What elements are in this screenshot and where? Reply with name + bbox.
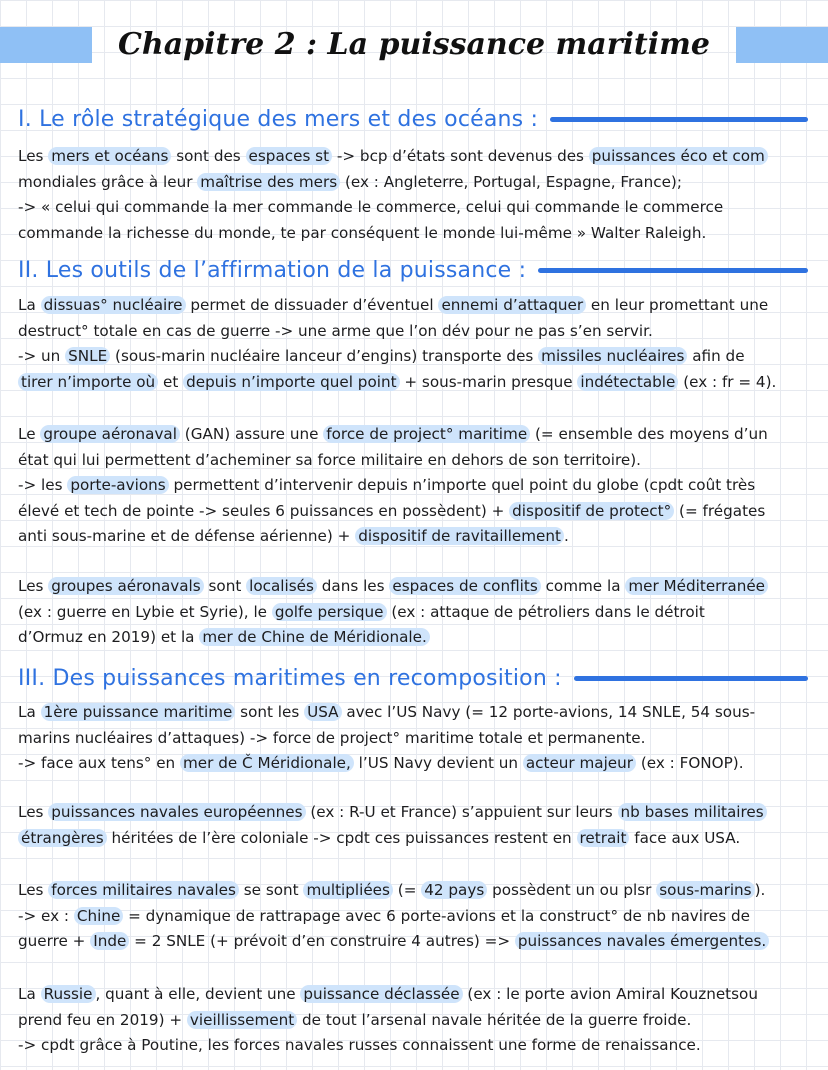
- highlighted-term: Russie: [41, 985, 96, 1003]
- text-line: [18, 319, 810, 345]
- text-segment: afin de: [687, 347, 745, 365]
- text-segment: (ex : attaque de pétroliers dans le détroit: [386, 602, 705, 621]
- highlighted-term: retrait: [577, 829, 630, 847]
- highlighted-term: depuis n’importe quel point: [183, 373, 399, 391]
- text-line: [18, 929, 810, 955]
- text-line: [18, 524, 810, 550]
- section-1-rule: [550, 117, 808, 122]
- text-segment: -> bcp d’états sont devenus des: [332, 147, 589, 165]
- text-segment: Les: [18, 881, 49, 899]
- highlighted-term: force de project° maritime: [323, 425, 530, 443]
- text-segment: prend feu en 2019) +: [18, 1010, 187, 1029]
- text-line: [18, 170, 810, 196]
- text-segment: (=: [392, 881, 422, 899]
- text-segment: Les: [18, 803, 49, 821]
- text-segment: (ex : R-U et France) s’appuient sur leurs: [305, 803, 618, 821]
- text-segment: commande la richesse du monde, te par conséquent le monde lui-même » Walter Raleigh.: [18, 223, 707, 242]
- text-segment: dans les: [316, 577, 390, 595]
- highlighted-term: missiles nucléaires: [538, 347, 687, 365]
- text-segment: -> face aux tens° en: [18, 754, 181, 772]
- text-segment: l’US Navy devient un: [353, 754, 523, 772]
- section-3-rule: [574, 676, 808, 681]
- section-3-title: III. Des puissances maritimes en recomposition :: [18, 665, 562, 691]
- text-segment: La: [18, 985, 41, 1003]
- highlighted-term: localisés: [246, 577, 317, 595]
- section-1-title: I. Le rôle stratégique des mers et des océans :: [18, 106, 539, 132]
- section-2-rule: [538, 268, 808, 273]
- text-segment: -> les: [18, 476, 68, 494]
- section-2-title: II. Les outils de l’affirmation de la puissance :: [18, 257, 527, 283]
- highlighted-term: dispositif de protect°: [509, 502, 674, 520]
- text-line: [18, 574, 810, 600]
- highlighted-term: Chine: [74, 907, 123, 925]
- paragraph: [18, 293, 810, 395]
- title-highlight-right: [736, 27, 828, 63]
- highlighted-term: étrangères: [18, 829, 107, 847]
- text-line: [18, 1033, 810, 1059]
- text-segment: (ex : Angleterre, Portugal, Espagne, France);: [340, 172, 682, 191]
- text-line: [18, 625, 810, 651]
- paragraph: [18, 700, 810, 777]
- text-line: [18, 1008, 810, 1034]
- highlighted-term: puissance déclassée: [300, 985, 462, 1003]
- text-segment: face aux USA.: [629, 828, 741, 847]
- text-line: [18, 826, 810, 852]
- highlighted-term: 1ère puissance maritime: [41, 703, 236, 721]
- text-line: [18, 293, 810, 319]
- text-segment: permet de dissuader d’éventuel: [185, 296, 439, 314]
- highlighted-term: dispositif de ravitaillement: [355, 527, 564, 545]
- paragraph: [18, 422, 810, 550]
- text-segment: de tout l’arsenal navale héritée de la guerre froide.: [297, 1010, 692, 1029]
- text-segment: .: [563, 527, 569, 545]
- paragraph: [18, 878, 810, 955]
- text-segment: guerre +: [18, 932, 91, 950]
- text-line: [18, 726, 810, 752]
- highlighted-term: SNLE: [65, 347, 110, 365]
- text-segment: ).: [754, 881, 766, 899]
- highlighted-term: espaces de conflits: [389, 577, 540, 595]
- text-line: [18, 499, 810, 525]
- text-line: [18, 221, 810, 247]
- highlighted-term: puissances navales émergentes.: [515, 932, 769, 950]
- highlighted-term: tirer n’importe où: [18, 373, 158, 391]
- text-segment: comme la: [540, 577, 626, 595]
- text-line: [18, 600, 810, 626]
- text-segment: en leur promettant une: [586, 296, 769, 314]
- highlighted-term: golfe persique: [272, 603, 387, 621]
- text-line: [18, 344, 810, 370]
- title-highlight-left: [0, 27, 92, 63]
- text-line: [18, 473, 810, 499]
- text-segment: et: [158, 372, 184, 391]
- highlighted-term: USA: [304, 703, 341, 721]
- text-segment: , quant à elle, devient une: [95, 985, 301, 1003]
- highlighted-term: puissances éco et com: [589, 147, 768, 165]
- text-segment: (sous-marin nucléaire lanceur d’engins) transporte des: [110, 347, 539, 365]
- text-segment: (GAN) assure une: [179, 425, 324, 443]
- text-segment: Les: [18, 577, 49, 595]
- section-heading-2: [18, 254, 808, 286]
- text-segment: d’Ormuz en 2019) et la: [18, 628, 200, 646]
- highlighted-term: nb bases militaires: [618, 803, 767, 821]
- highlighted-term: Inde: [90, 932, 129, 950]
- highlighted-term: porte-avions: [67, 476, 168, 494]
- highlighted-term: puissances navales européennes: [48, 803, 305, 821]
- paragraph: [18, 982, 810, 1059]
- paragraph: [18, 800, 810, 851]
- section-heading-3: [18, 662, 808, 694]
- text-line: [18, 904, 810, 930]
- highlighted-term: indétectable: [577, 373, 678, 391]
- highlighted-term: multipliées: [303, 881, 393, 899]
- text-segment: -> ex :: [18, 906, 74, 925]
- text-line: [18, 448, 810, 474]
- text-segment: état qui lui permettent d’acheminer sa force militaire en dehors de son territoire).: [18, 450, 642, 469]
- paragraph: [18, 144, 810, 246]
- text-segment: (= ensemble des moyens d’un: [530, 425, 768, 443]
- highlighted-term: groupe aéronaval: [40, 425, 180, 443]
- text-line: [18, 195, 810, 221]
- text-line: [18, 422, 810, 448]
- text-segment: se sont: [238, 881, 304, 899]
- highlighted-term: groupes aéronavals: [48, 577, 203, 595]
- text-line: [18, 370, 810, 396]
- highlighted-term: mer de Chine de Méridionale.: [199, 628, 429, 646]
- highlighted-term: acteur majeur: [523, 754, 636, 772]
- text-segment: (ex : guerre en Lybie et Syrie), le: [18, 602, 272, 621]
- paragraph: [18, 574, 810, 651]
- highlighted-term: sous-marins: [656, 881, 754, 899]
- highlighted-term: ennemi d’attaquer: [438, 296, 586, 314]
- highlighted-term: vieillissement: [187, 1011, 297, 1029]
- text-segment: possèdent un ou plsr: [487, 881, 657, 899]
- text-line: [18, 751, 810, 777]
- text-segment: permettent d’intervenir depuis n’importe quel point du globe (cpdt coût très: [168, 476, 756, 494]
- text-segment: La: [18, 703, 41, 721]
- text-segment: La: [18, 296, 41, 314]
- text-segment: héritées de l’ère coloniale -> cpdt ces puissances restent en: [106, 828, 577, 847]
- text-segment: (= frégates: [674, 501, 766, 520]
- text-segment: + sous-marin presque: [399, 372, 578, 391]
- text-segment: Le: [18, 425, 41, 443]
- text-segment: sont: [203, 577, 247, 595]
- text-segment: = 2 SNLE (+ prévoit d’en construire 4 autres) =>: [129, 932, 515, 950]
- text-segment: (ex : FONOP).: [636, 754, 744, 772]
- text-segment: (ex : fr = 4).: [678, 372, 777, 391]
- text-segment: marins nucléaires d’attaques) -> force de project° maritime totale et permanente.: [18, 728, 646, 747]
- text-segment: anti sous-marine et de défense aérienne) +: [18, 527, 356, 545]
- text-segment: destruct° totale en cas de guerre -> une arme que l’on dév pour ne pas s’en servir.: [18, 321, 653, 340]
- text-line: [18, 800, 810, 826]
- text-segment: -> cpdt grâce à Poutine, les forces navales russes connaissent une forme de renaissance.: [18, 1036, 701, 1054]
- text-segment: élevé et tech de pointe -> seules 6 puissances en possèdent) +: [18, 501, 510, 520]
- text-segment: (ex : le porte avion Amiral Kouznetsou: [462, 985, 758, 1003]
- text-line: [18, 982, 810, 1008]
- text-line: [18, 144, 810, 170]
- text-segment: Les: [18, 147, 49, 165]
- text-segment: -> « celui qui commande la mer commande le commerce, celui qui commande le commerce: [18, 198, 724, 216]
- text-segment: -> un: [18, 347, 66, 365]
- highlighted-term: maîtrise des mers: [197, 173, 340, 191]
- text-line: [18, 700, 810, 726]
- text-segment: avec l’US Navy (= 12 porte-avions, 14 SNLE, 54 sous-: [341, 703, 756, 721]
- text-segment: sont les: [235, 703, 305, 721]
- highlighted-term: mers et océans: [48, 147, 171, 165]
- text-segment: mondiales grâce à leur: [18, 172, 198, 191]
- title-bar: [0, 24, 828, 66]
- highlighted-term: mer Méditerranée: [625, 577, 768, 595]
- text-segment: sont des: [171, 147, 246, 165]
- text-segment: = dynamique de rattrapage avec 6 porte-avions et la construct° de nb navires de: [123, 906, 750, 925]
- section-heading-1: [18, 103, 808, 135]
- highlighted-term: forces militaires navales: [48, 881, 239, 899]
- text-line: [18, 878, 810, 904]
- highlighted-term: 42 pays: [421, 881, 487, 899]
- highlighted-term: mer de Č Méridionale,: [180, 754, 354, 772]
- highlighted-term: espaces st: [246, 147, 333, 165]
- highlighted-term: dissuas° nucléaire: [41, 296, 186, 314]
- page-title: Chapitre 2 : La puissance maritime: [118, 27, 710, 62]
